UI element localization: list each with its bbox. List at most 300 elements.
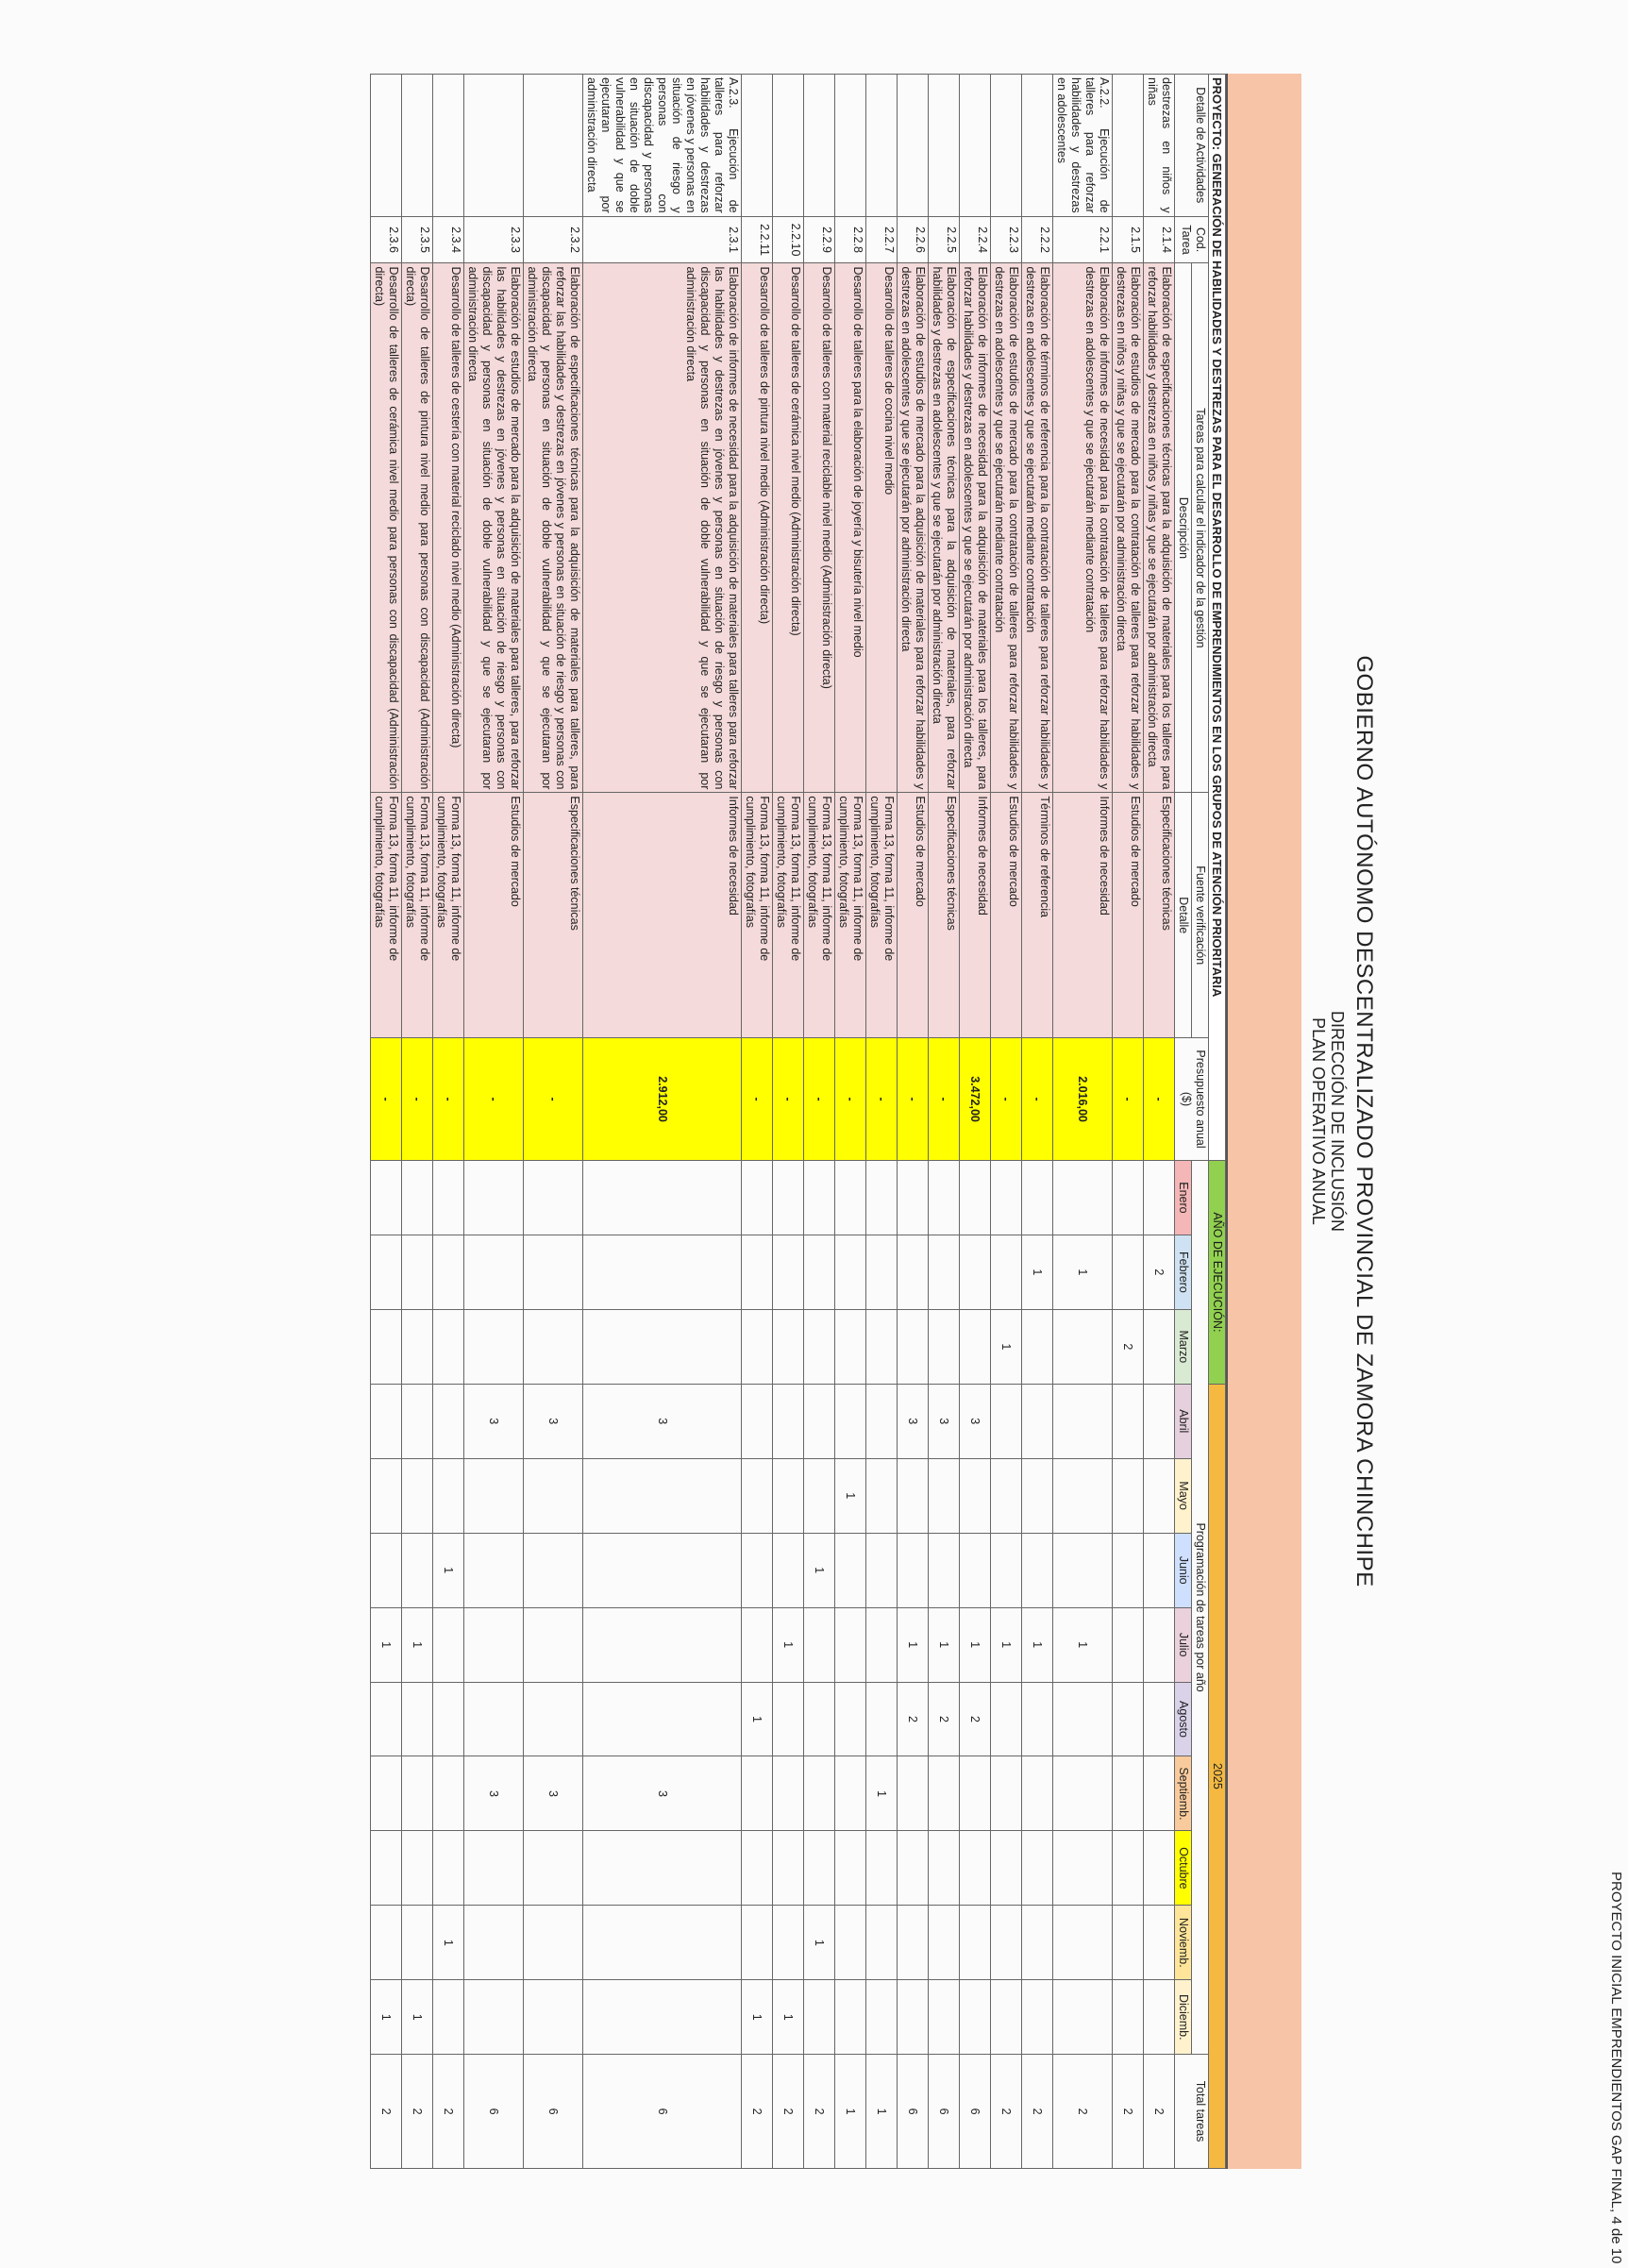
verification-cell: Forma 13, forma 11, informe de cumplimiento, fotografías — [742, 793, 773, 1038]
month-cell: 1 — [866, 1756, 898, 1831]
month-cell — [402, 1682, 433, 1756]
header-month: Diciemb. — [1175, 1980, 1192, 2055]
month-cell — [464, 1160, 524, 1235]
month-cell — [433, 1235, 464, 1309]
month-cell — [1053, 1756, 1113, 1831]
table-row — [960, 75, 991, 2169]
header-month: Noviemb. — [1175, 1906, 1192, 1980]
month-cell — [960, 1906, 991, 1980]
activity-cell — [402, 75, 433, 217]
total-cell: 2 — [991, 2055, 1022, 2169]
month-cell — [742, 1458, 773, 1533]
month-cell: 3 — [960, 1384, 991, 1458]
verification-cell: Especificaciones técnicas — [524, 793, 583, 1038]
month-cell: 1 — [371, 1607, 402, 1682]
total-cell: 6 — [524, 2055, 583, 2169]
table-row — [1022, 75, 1053, 2169]
month-cell — [804, 1160, 835, 1235]
header-month: Mayo — [1175, 1458, 1192, 1533]
month-cell — [960, 1831, 991, 1906]
month-cell — [804, 1682, 835, 1756]
month-cell — [402, 1906, 433, 1980]
header-tareas: Tareas para calcular el indicador de la gestión — [1192, 263, 1209, 793]
month-cell — [991, 1235, 1022, 1309]
budget-cell: - — [464, 1038, 524, 1161]
month-cell — [1113, 1607, 1144, 1682]
month-cell: 1 — [1022, 1607, 1053, 1682]
month-cell — [583, 1235, 742, 1309]
month-cell: 1 — [1053, 1235, 1113, 1309]
month-cell — [371, 1384, 402, 1458]
document-header — [1241, 74, 1392, 2169]
month-cell — [402, 1831, 433, 1906]
month-cell: 1 — [991, 1309, 1022, 1384]
month-cell: 1 — [929, 1607, 960, 1682]
month-cell — [1022, 1458, 1053, 1533]
month-cell — [804, 1235, 835, 1309]
month-cell — [898, 1533, 929, 1607]
budget-cell: - — [1144, 1038, 1175, 1161]
activity-cell — [773, 75, 804, 217]
month-cell — [1022, 1980, 1053, 2055]
verification-cell: Informes de necesidad — [583, 793, 742, 1038]
month-cell: 2 — [1144, 1235, 1175, 1309]
month-cell — [773, 1160, 804, 1235]
description-cell: Desarrollo de talleres de cerámica nivel medio (Administración directa) — [773, 263, 804, 793]
activity-cell: destrezas en niños y niñas — [1144, 75, 1175, 217]
month-cell: 1 — [1053, 1607, 1113, 1682]
month-cell — [371, 1309, 402, 1384]
month-cell — [1144, 1384, 1175, 1458]
month-cell — [804, 1607, 835, 1682]
month-cell — [524, 1831, 583, 1906]
description-cell: Elaboración de estudios de mercado para la contratación de talleres para reforzar habilidades y destrezas en niños y niñas y que se ejecutarán por administración directa — [1113, 263, 1144, 793]
month-cell — [1053, 1906, 1113, 1980]
month-cell — [464, 1607, 524, 1682]
header-month: Marzo — [1175, 1309, 1192, 1384]
month-cell — [929, 1235, 960, 1309]
month-cell — [433, 1756, 464, 1831]
header-presupuesto: Presupuesto anual ($) — [1175, 1038, 1209, 1161]
month-cell — [866, 1533, 898, 1607]
task-code-cell: 2.3.2 — [524, 216, 583, 263]
total-cell: 6 — [898, 2055, 929, 2169]
year-value: 2025 — [1209, 1384, 1226, 2168]
task-code-cell: 2.3.1 — [583, 216, 742, 263]
activity-cell — [835, 75, 866, 217]
month-cell — [433, 1607, 464, 1682]
month-cell — [866, 1980, 898, 2055]
task-code-cell: 2.2.6 — [898, 216, 929, 263]
budget-cell: 2.016,00 — [1053, 1038, 1113, 1161]
month-cell — [1113, 1384, 1144, 1458]
month-cell — [1053, 1384, 1113, 1458]
task-code-cell: 2.2.4 — [960, 216, 991, 263]
org-title: GOBIERNO AUTÓNOMO DESCENTRALIZADO PROVINCIAL DE ZAMORA CHINCHIPE — [1351, 655, 1377, 1588]
month-cell — [1022, 1160, 1053, 1235]
month-cell — [464, 1980, 524, 2055]
verification-cell: Forma 13, forma 11, informe de cumplimiento, fotografías — [433, 793, 464, 1038]
month-cell — [1144, 1906, 1175, 1980]
landscape-page — [156, 74, 1392, 2169]
task-code-cell: 2.2.10 — [773, 216, 804, 263]
month-cell — [991, 1756, 1022, 1831]
month-cell — [433, 1831, 464, 1906]
month-cell — [1022, 1384, 1053, 1458]
month-cell — [524, 1682, 583, 1756]
budget-cell: - — [991, 1038, 1022, 1161]
month-cell — [371, 1756, 402, 1831]
table-row — [773, 75, 804, 2169]
month-cell — [524, 1533, 583, 1607]
month-cell — [1144, 1980, 1175, 2055]
table-row — [464, 75, 524, 2169]
month-cell — [991, 1384, 1022, 1458]
total-cell: 2 — [402, 2055, 433, 2169]
budget-cell: - — [371, 1038, 402, 1161]
description-cell: Desarrollo de talleres de cerámica nivel medio para personas con discapacidad (Administración directa) — [371, 263, 402, 793]
month-cell: 1 — [773, 1607, 804, 1682]
task-code-cell: 2.2.9 — [804, 216, 835, 263]
month-cell: 1 — [742, 1682, 773, 1756]
task-code-cell: 2.2.3 — [991, 216, 1022, 263]
month-cell — [991, 1533, 1022, 1607]
month-cell — [773, 1682, 804, 1756]
month-cell: 1 — [991, 1607, 1022, 1682]
month-cell — [1022, 1533, 1053, 1607]
month-cell — [1053, 1831, 1113, 1906]
header-month: Julio — [1175, 1607, 1192, 1682]
month-cell: 1 — [960, 1607, 991, 1682]
month-cell — [464, 1906, 524, 1980]
budget-cell: - — [742, 1038, 773, 1161]
activity-cell — [898, 75, 929, 217]
header-cod-tarea: Cod. Tarea — [1175, 216, 1209, 263]
project-title: PROYECTO: GENERACIÓN DE HABILIDADES Y DESTREZAS PARA EL DESARROLLO DE EMPRENDIMIENTOS EN LOS GRUPOS DE ATENCIÓN PRIORITARIA — [1209, 75, 1226, 1161]
activity-cell — [1022, 75, 1053, 217]
month-cell — [898, 1980, 929, 2055]
header-month: Agosto — [1175, 1682, 1192, 1756]
table-row — [371, 75, 402, 2169]
budget-cell: - — [804, 1038, 835, 1161]
description-cell: Elaboración de informes de necesidad para la adquisición de materiales para los talleres, para reforzar habilidades y destrezas en adolescentes y que se ejecutarán por administración directa — [960, 263, 991, 793]
verification-cell: Forma 13, forma 11, informe de cumplimiento, fotografías — [866, 793, 898, 1038]
month-cell — [960, 1756, 991, 1831]
total-cell: 6 — [929, 2055, 960, 2169]
month-cell — [991, 1831, 1022, 1906]
month-cell — [991, 1906, 1022, 1980]
table-row — [929, 75, 960, 2169]
month-cell — [524, 1607, 583, 1682]
month-cell — [742, 1906, 773, 1980]
month-cell — [960, 1533, 991, 1607]
month-cell — [524, 1458, 583, 1533]
month-cell: 3 — [583, 1384, 742, 1458]
budget-cell: - — [898, 1038, 929, 1161]
month-cell — [804, 1756, 835, 1831]
total-cell: 1 — [835, 2055, 866, 2169]
header-fuente: Fuente verificación — [1192, 793, 1209, 1038]
description-cell: Elaboración de estudios de mercado para la adquisición de materiales para reforzar habilidades y destrezas en adolescentes y que se ejecutarán por administración directa — [898, 263, 929, 793]
month-cell: 3 — [524, 1756, 583, 1831]
task-code-cell: 2.1.4 — [1144, 216, 1175, 263]
month-cell: 1 — [804, 1906, 835, 1980]
month-cell — [1113, 1533, 1144, 1607]
month-cell: 2 — [1113, 1309, 1144, 1384]
month-cell — [1144, 1533, 1175, 1607]
header-programacion: Programación de tareas por año — [1192, 1160, 1209, 2054]
month-cell — [1113, 1160, 1144, 1235]
description-cell: Elaboración de informes de necesidad para la contratación de talleres para reforzar habilidades y destrezas en adolescentes y que se ejecutarán mediante contratación — [1053, 263, 1113, 793]
month-cell — [1144, 1607, 1175, 1682]
month-cell — [929, 1160, 960, 1235]
table-row — [866, 75, 898, 2169]
month-cell: 1 — [773, 1980, 804, 2055]
month-cell — [866, 1235, 898, 1309]
table-row — [1053, 75, 1113, 2169]
month-cell — [898, 1235, 929, 1309]
month-cell — [866, 1607, 898, 1682]
budget-cell: - — [866, 1038, 898, 1161]
month-cell — [433, 1309, 464, 1384]
activity-cell — [804, 75, 835, 217]
header-fuente-detalle: Detalle — [1175, 793, 1192, 1038]
description-cell: Desarrollo de talleres de cocina nivel medio — [866, 263, 898, 793]
month-cell: 1 — [433, 1906, 464, 1980]
task-code-cell: 2.2.8 — [835, 216, 866, 263]
month-cell: 3 — [583, 1756, 742, 1831]
month-cell — [929, 1458, 960, 1533]
budget-cell: - — [524, 1038, 583, 1161]
description-cell: Elaboración de informes de necesidad para la adquisición de materiales para talleres para reforzar las habilidades y destrezas en jóvenes y personas en situación de riesgo y personas con discapacidad y personas en situación de doble vulnerabilidad y que se ejecutaran por administración directa — [583, 263, 742, 793]
table-row — [991, 75, 1022, 2169]
month-cell — [835, 1309, 866, 1384]
task-code-cell: 2.2.11 — [742, 216, 773, 263]
month-cell — [835, 1533, 866, 1607]
month-cell: 1 — [898, 1607, 929, 1682]
month-cell — [371, 1906, 402, 1980]
total-cell: 6 — [583, 2055, 742, 2169]
month-cell — [1022, 1831, 1053, 1906]
budget-cell: - — [835, 1038, 866, 1161]
month-cell — [991, 1682, 1022, 1756]
month-cell — [402, 1756, 433, 1831]
task-code-cell: 2.2.1 — [1053, 216, 1113, 263]
description-cell: Elaboración de especificaciones técnicas para la adquisición de materiales para los talleres para reforzar habilidades y destrezas en niños y niñas y que se ejecutarán por administración directa — [1144, 263, 1175, 793]
month-cell — [929, 1831, 960, 1906]
month-cell — [1144, 1682, 1175, 1756]
month-cell — [433, 1458, 464, 1533]
table-row — [1144, 75, 1175, 2169]
month-cell — [371, 1160, 402, 1235]
month-cell — [464, 1682, 524, 1756]
verification-cell: Estudios de mercado — [991, 793, 1022, 1038]
month-cell — [433, 1160, 464, 1235]
month-cell — [402, 1384, 433, 1458]
month-cell — [898, 1756, 929, 1831]
month-cell — [804, 1458, 835, 1533]
month-cell — [583, 1607, 742, 1682]
poa-table-body — [371, 75, 1175, 2169]
total-cell: 2 — [742, 2055, 773, 2169]
month-cell — [1022, 1756, 1053, 1831]
month-cell — [991, 1458, 1022, 1533]
month-cell: 1 — [835, 1458, 866, 1533]
month-cell — [898, 1906, 929, 1980]
month-cell — [433, 1384, 464, 1458]
month-cell — [835, 1235, 866, 1309]
year-label: AÑO DE EJECUCIÓN: — [1209, 1160, 1226, 1384]
header-month: Junio — [1175, 1533, 1192, 1607]
task-code-cell: 2.3.6 — [371, 216, 402, 263]
month-cell — [1113, 1831, 1144, 1906]
month-cell — [1113, 1980, 1144, 2055]
month-cell: 3 — [929, 1384, 960, 1458]
total-cell: 2 — [1053, 2055, 1113, 2169]
month-cell: 3 — [464, 1384, 524, 1458]
month-cell — [835, 1756, 866, 1831]
month-cell — [583, 1682, 742, 1756]
month-cell — [1053, 1980, 1113, 2055]
month-cell — [773, 1309, 804, 1384]
header-month: Octubre — [1175, 1831, 1192, 1906]
month-cell — [402, 1309, 433, 1384]
month-cell — [1113, 1682, 1144, 1756]
month-cell — [742, 1160, 773, 1235]
month-cell — [866, 1831, 898, 1906]
activity-cell: A.2.3. Ejecución de talleres para reforzar habilidades y destrezas en jóvenes y personas en situación de riesgo y personas con discapacidad y personas en situación de doble vulnerabilidad y que se ejecutaran por administración directa — [583, 75, 742, 217]
month-cell — [524, 1160, 583, 1235]
month-cell: 1 — [742, 1980, 773, 2055]
month-cell — [898, 1160, 929, 1235]
verification-cell: Forma 13, forma 11, informe de cumplimiento, fotografías — [773, 793, 804, 1038]
month-cell — [583, 1533, 742, 1607]
dept-title: DIRECCIÓN DE INCLUSIÓN — [1328, 1010, 1347, 1233]
activity-cell — [866, 75, 898, 217]
month-cell — [524, 1980, 583, 2055]
month-cell — [742, 1607, 773, 1682]
month-cell — [835, 1384, 866, 1458]
month-cell — [1113, 1458, 1144, 1533]
month-cell — [742, 1831, 773, 1906]
verification-cell: Forma 13, forma 11, informe de cumplimiento, fotografías — [804, 793, 835, 1038]
month-cell — [1113, 1235, 1144, 1309]
month-cell — [583, 1980, 742, 2055]
month-cell — [1113, 1906, 1144, 1980]
month-cell — [1022, 1682, 1053, 1756]
month-cell — [402, 1458, 433, 1533]
table-row — [433, 75, 464, 2169]
task-code-cell: 2.2.7 — [866, 216, 898, 263]
task-code-cell: 2.2.5 — [929, 216, 960, 263]
month-cell: 1 — [402, 1607, 433, 1682]
month-cell — [464, 1309, 524, 1384]
verification-cell: Estudios de mercado — [1113, 793, 1144, 1038]
month-cell — [1053, 1533, 1113, 1607]
poa-table — [370, 74, 1226, 2169]
total-cell: 2 — [1022, 2055, 1053, 2169]
month-cell — [371, 1235, 402, 1309]
total-cell: 2 — [804, 2055, 835, 2169]
month-cell — [583, 1906, 742, 1980]
budget-cell: - — [402, 1038, 433, 1161]
header-month: Abril — [1175, 1384, 1192, 1458]
month-cell — [804, 1980, 835, 2055]
month-cell — [773, 1533, 804, 1607]
month-cell — [524, 1235, 583, 1309]
month-cell: 3 — [524, 1384, 583, 1458]
month-cell — [960, 1309, 991, 1384]
verification-cell: Forma 13, forma 11, informe de cumplimiento, fotografías — [835, 793, 866, 1038]
header-total: Total tareas — [1175, 2055, 1209, 2169]
activity-cell — [464, 75, 524, 217]
month-cell — [898, 1309, 929, 1384]
month-cell — [402, 1160, 433, 1235]
verification-cell: Informes de necesidad — [960, 793, 991, 1038]
table-row — [524, 75, 583, 2169]
month-cell — [866, 1906, 898, 1980]
month-cell — [1053, 1309, 1113, 1384]
total-cell: 2 — [1144, 2055, 1175, 2169]
plan-title: PLAN OPERATIVO ANUAL — [1309, 1017, 1328, 1225]
description-cell: Elaboración de términos de referencia para la contratación de talleres para reforzar habilidades y destrezas en adolescentes y que se ejecutarán mediante contratación — [1022, 263, 1053, 793]
footer-text: PROYECTO INICIAL EMPRENDIENTOS GAP FINAL, 4 de 10 — [1608, 1872, 1624, 2264]
header-detalle-actividades: Detalle de Actividades — [1175, 75, 1209, 217]
activity-cell — [960, 75, 991, 217]
table-row — [898, 75, 929, 2169]
month-cell — [773, 1235, 804, 1309]
month-cell — [804, 1831, 835, 1906]
total-cell: 2 — [773, 2055, 804, 2169]
month-cell — [371, 1533, 402, 1607]
table-row — [835, 75, 866, 2169]
total-cell: 2 — [433, 2055, 464, 2169]
description-cell: Elaboración de estudios de mercado para la contratación de talleres para reforzar habilidades y destrezas en adolescentes y que se ejecutarán mediante contratación — [991, 263, 1022, 793]
task-code-cell: 2.1.5 — [1113, 216, 1144, 263]
month-cell — [960, 1235, 991, 1309]
month-cell — [835, 1980, 866, 2055]
month-cell — [464, 1831, 524, 1906]
month-cell: 1 — [433, 1533, 464, 1607]
budget-cell: 3.472,00 — [960, 1038, 991, 1161]
description-cell: Desarrollo de talleres con material reciclable nivel medio (Administración directa) — [804, 263, 835, 793]
month-cell — [835, 1682, 866, 1756]
month-cell — [773, 1756, 804, 1831]
description-cell: Desarrollo de talleres de pintura nivel medio para personas con discapacidad (Administración directa) — [402, 263, 433, 793]
description-cell: Desarrollo de talleres de cestería con material reciclado nivel medio (Administración directa) — [433, 263, 464, 793]
month-cell — [464, 1533, 524, 1607]
month-cell — [804, 1309, 835, 1384]
total-cell: 2 — [371, 2055, 402, 2169]
budget-cell: - — [433, 1038, 464, 1161]
month-cell — [1144, 1160, 1175, 1235]
description-cell: Desarrollo de talleres para la elaboración de joyería y bisutería nivel medio — [835, 263, 866, 793]
footer — [1609, 1872, 1628, 2268]
activity-cell — [991, 75, 1022, 217]
activity-cell — [433, 75, 464, 217]
month-cell — [742, 1756, 773, 1831]
month-cell — [742, 1533, 773, 1607]
month-cell — [866, 1458, 898, 1533]
table-row — [402, 75, 433, 2169]
month-cell — [929, 1309, 960, 1384]
month-cell — [960, 1160, 991, 1235]
month-cell: 2 — [929, 1682, 960, 1756]
month-cell — [371, 1682, 402, 1756]
month-cell: 3 — [898, 1384, 929, 1458]
month-cell — [1144, 1458, 1175, 1533]
verification-cell: Forma 13, forma 11, informe de cumplimiento, fotografías — [371, 793, 402, 1038]
